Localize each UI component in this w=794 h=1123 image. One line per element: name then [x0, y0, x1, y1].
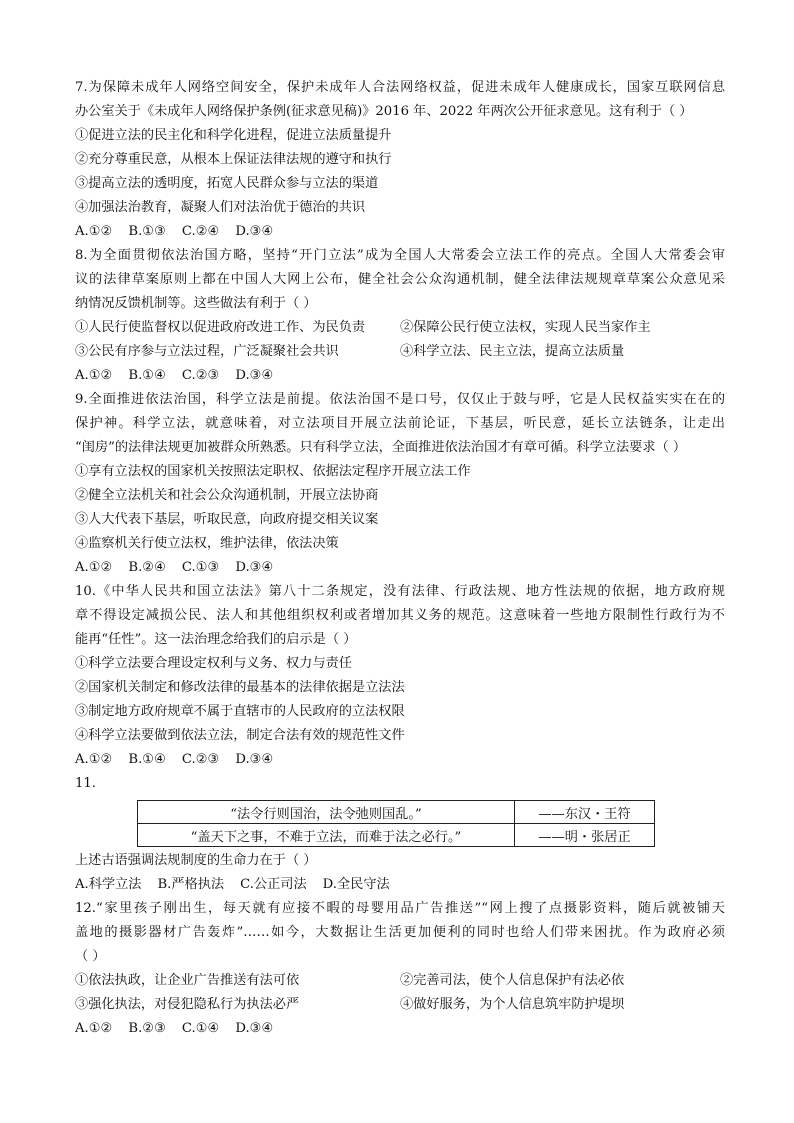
choice-statement: ①享有立法权的国家机关按照法定职权、依据法定程序开展立法工作	[75, 464, 471, 479]
quote-author: ——明・张居正	[515, 824, 655, 847]
question-stem-line: 议的法律草案原则上都在中国人大网上公布，健全社会公众沟通机制，健全法律法规规章草案公众意见采	[75, 272, 725, 287]
option-c: C.公正司法	[240, 877, 307, 892]
option-c: C.①③	[181, 560, 220, 575]
question-stem-line: 7.为保障未成年人网络空间安全，保护未成年人合法网络权益，促进未成年人健康成长，国家互联网信息	[75, 80, 725, 95]
question-stem-line: 8.为全面贯彻依法治国方略，坚持“开门立法”成为全国人大常委会立法工作的亮点。全国人大常委会审	[75, 248, 725, 263]
choice-statement: ②保障公民行使立法权，实现人民当家作主	[400, 320, 651, 335]
table-row	[138, 801, 655, 824]
question-stem-line: 纳情况反馈机制等。这些做法有利于（ ）	[75, 296, 317, 311]
question-9	[75, 388, 725, 580]
quote-text: “法令行则国治，法令弛则国乱。”	[138, 801, 515, 824]
choice-statement: ③制定地方政府规章不属于直辖市的人民政府的立法权限	[75, 704, 405, 719]
choice-statement: ①科学立法要合理设定权利与义务、权力与责任	[75, 656, 352, 671]
answer-options	[75, 1017, 725, 1041]
option-b: B.①③	[128, 224, 166, 239]
choice-statement: ③强化执法，对侵犯隐私行为执法必严	[75, 997, 300, 1012]
choice-statement: ②完善司法，使个人信息保护有法必依	[400, 973, 625, 988]
question-8	[75, 244, 725, 388]
choice-statement: ④加强法治教育，凝聚人们对法治优于德治的共识	[75, 200, 366, 215]
option-b: B.①④	[128, 368, 166, 383]
choice-statement: ③提高立法的透明度，拓宽人民群众参与立法的渠道	[75, 176, 379, 191]
option-a: A.①②	[75, 560, 113, 575]
choice-row	[75, 969, 725, 993]
question-number: 11.	[75, 776, 96, 791]
question-7	[75, 76, 725, 244]
choice-statement: ③公民有序参与立法过程，广泛凝聚社会共识	[75, 344, 339, 359]
answer-options	[75, 748, 725, 772]
question-stem-line: 盖地的摄影器材广告轰炸”……如今，大数据让生活更加便利的同时也给人们带来困扰。作为政府必须	[75, 925, 725, 940]
question-10	[75, 580, 725, 772]
option-c: C.②④	[181, 224, 220, 239]
choice-statement: ②健全立法机关和社会公众沟通机制，开展立法协商	[75, 488, 379, 503]
option-b: B.②③	[128, 1021, 166, 1036]
question-11	[75, 772, 725, 897]
choice-row	[75, 993, 725, 1017]
option-c: C.①④	[181, 1021, 220, 1036]
question-stem-line: （ ）	[75, 949, 106, 964]
option-a: A.①②	[75, 224, 113, 239]
choice-statement: ④科学立法、民主立法，提高立法质量	[400, 344, 625, 359]
answer-options	[75, 873, 725, 897]
option-d: D.全民守法	[322, 877, 390, 892]
question-stem-line: 9.全面推进依法治国，科学立法是前提。依法治国不是口号，仅仅止于鼓与呼，它是人民权益实实在在的	[75, 392, 725, 407]
choice-statement: ②国家机关制定和修改法律的最基本的法律依据是立法法	[75, 680, 405, 695]
option-b: B.②④	[128, 560, 166, 575]
option-d: D.③④	[235, 752, 274, 767]
choice-statement: ②充分尊重民意，从根本上保证法律法规的遵守和执行	[75, 152, 392, 167]
option-d: D.③④	[235, 224, 274, 239]
quote-table	[137, 800, 655, 847]
question-stem-line: 12.“家里孩子刚出生，每天就有应接不暇的母婴用品广告推送”“网上搜了点摄影资料，随后就被铺天	[75, 901, 725, 916]
choice-statement: ①促进立法的民主化和科学化进程，促进立法质量提升	[75, 128, 392, 143]
quote-text: “盖天下之事，不难于立法，而难于法之必行。”	[138, 824, 515, 847]
answer-options	[75, 364, 725, 388]
question-12	[75, 897, 725, 1041]
option-a: A.①②	[75, 752, 113, 767]
choice-statement: ④监察机关行使立法权，维护法律，依法决策	[75, 536, 339, 551]
choice-statement: ①人民行使监督权以促进政府改进工作、为民负责	[75, 320, 366, 335]
option-c: C.②③	[181, 752, 220, 767]
exam-page	[75, 76, 725, 1041]
choice-row	[75, 316, 725, 340]
answer-options	[75, 556, 725, 580]
question-stem-line: 章不得设定减损公民、法人和其他组织权利或者增加其义务的规范。这意味着一些地方限制性行政行为不	[75, 608, 725, 623]
quote-author: ——东汉・王符	[515, 801, 655, 824]
question-stem-line: 能再“任性”。这一法治理念给我们的启示是（ ）	[75, 632, 357, 647]
question-stem-line: 10.《中华人民共和国立法法》第八十二条规定，没有法律、行政法规、地方性法规的依据，地方政府规	[75, 584, 725, 599]
option-b: B.①④	[128, 752, 166, 767]
option-c: C.②③	[181, 368, 220, 383]
table-row	[138, 824, 655, 847]
answer-options	[75, 220, 725, 244]
option-a: A.①②	[75, 368, 113, 383]
choice-statement: ④科学立法要做到依法立法，制定合法有效的规范性文件	[75, 728, 405, 743]
choice-row	[75, 340, 725, 364]
question-stem-line: “闺房”的法律法规更加被群众所熟悉。只有科学立法，全面推进依法治国才有章可循。科学立法要求（ ）	[75, 440, 687, 455]
choice-statement: ③人大代表下基层，听取民意，向政府提交相关议案	[75, 512, 379, 527]
option-a: A.①②	[75, 1021, 113, 1036]
option-d: D.③④	[235, 1021, 274, 1036]
choice-statement: ①依法执政，让企业广告推送有法可依	[75, 973, 300, 988]
option-d: D.③④	[235, 368, 274, 383]
choice-statement: ④做好服务，为个人信息筑牢防护堤坝	[400, 997, 625, 1012]
question-stem-line: 上述古语强调法规制度的生命力在于（ ）	[75, 853, 317, 868]
question-stem-line: 办公室关于《未成年人网络保护条例(征求意见稿)》2016 年、2022 年两次公开征求意见。这有利于（ ）	[75, 104, 693, 119]
option-b: B.严格执法	[157, 877, 225, 892]
question-stem-line: 保护神。科学立法，就意味着，对立法项目开展立法前论证，下基层，听民意，延长立法链条，让走出	[75, 416, 725, 431]
option-d: D.③④	[235, 560, 274, 575]
option-a: A.科学立法	[75, 877, 142, 892]
